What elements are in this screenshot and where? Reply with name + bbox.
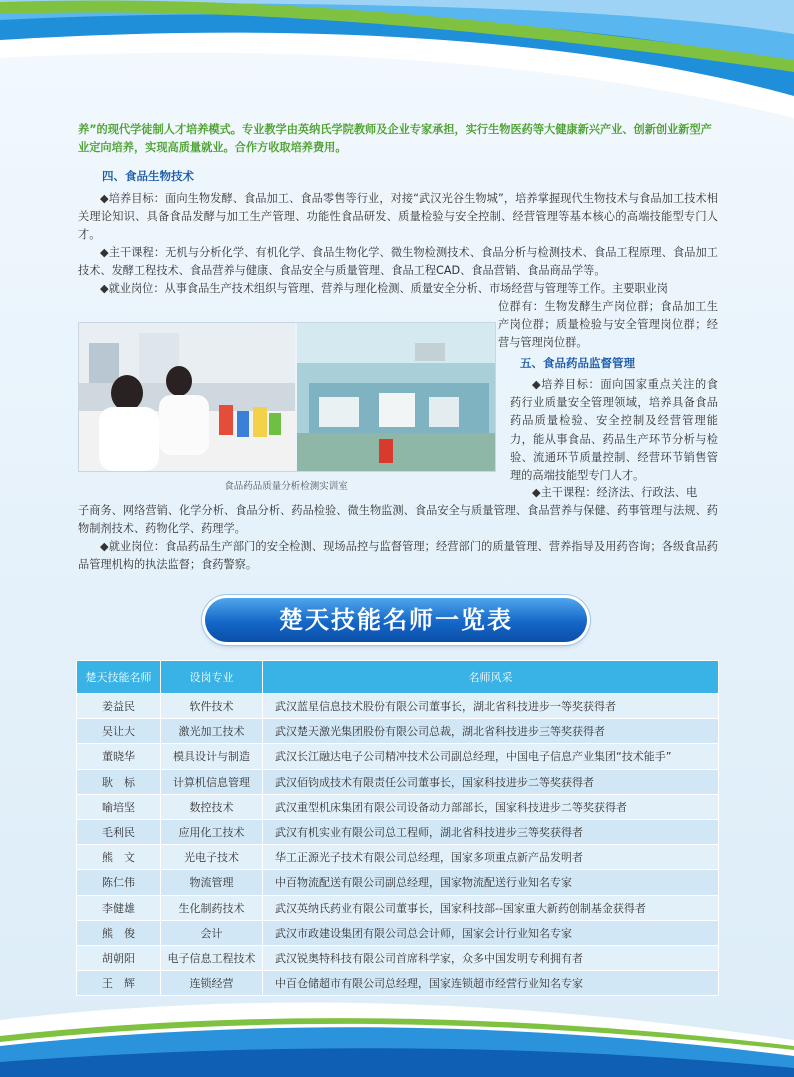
cell-master-name: 李健雄 bbox=[77, 895, 161, 920]
table-row bbox=[77, 744, 719, 769]
table-row bbox=[77, 769, 719, 794]
header-master: 楚天技能名师 bbox=[77, 661, 161, 694]
header-major: 设岗专业 bbox=[161, 661, 263, 694]
cell-major: 生化制药技术 bbox=[161, 895, 263, 920]
cell-master-name: 熊 文 bbox=[77, 845, 161, 870]
cell-profile: 华工正源光子技术有限公司总经理，国家多项重点新产品发明者 bbox=[263, 845, 719, 870]
table-row bbox=[77, 719, 719, 744]
header-profile: 名师风采 bbox=[263, 661, 719, 694]
cell-profile: 武汉佰钧成技术有限责任公司董事长，国家科技进步二等奖获得者 bbox=[263, 769, 719, 794]
table-header-row bbox=[77, 661, 719, 694]
cell-profile: 武汉楚天激光集团股份有限公司总裁，湖北省科技进步三等奖获得者 bbox=[263, 719, 719, 744]
cell-profile: 武汉市政建设集团有限公司总会计师，国家会计行业知名专家 bbox=[263, 920, 719, 945]
cell-master-name: 熊 俊 bbox=[77, 920, 161, 945]
cell-master-name: 耿 标 bbox=[77, 769, 161, 794]
cell-master-name: 胡朝阳 bbox=[77, 945, 161, 970]
lab-photo bbox=[78, 322, 496, 472]
section-4-goal: ◆培养目标：面向生物发酵、食品加工、食品零售等行业，对接“武汉光谷生物城”，培养掌握现代生物技术与食品加工技术相关理论知识、具备食品发酵与加工生产管理、功能性食品研发、质量检验与安全控制、经营管理等基本核心的高端技能型专门人才。 bbox=[78, 192, 718, 242]
table-row bbox=[77, 694, 719, 719]
cell-profile: 武汉长江融达电子公司精冲技术公司副总经理，中国电子信息产业集团“技术能手” bbox=[263, 744, 719, 769]
photo-caption: 食品药品质量分析检测实训室 bbox=[224, 481, 348, 492]
table-row bbox=[77, 971, 719, 996]
table-row bbox=[77, 870, 719, 895]
table-row bbox=[77, 920, 719, 945]
table-row bbox=[77, 895, 719, 920]
masters-table bbox=[76, 660, 719, 996]
masters-banner bbox=[205, 598, 587, 642]
intro-paragraph: 养”的现代学徒制人才培养模式。专业教学由英纳氏学院教师及企业专家承担，实行生物医药等大健康新兴产业、创新创业新型产业定向培养，实现高质量就业。合作方收取培养费用。 bbox=[78, 123, 712, 154]
cell-profile: 中百物流配送有限公司副总经理，国家物流配送行业知名专家 bbox=[263, 870, 719, 895]
cell-major: 光电子技术 bbox=[161, 845, 263, 870]
cell-major: 物流管理 bbox=[161, 870, 263, 895]
cell-master-name: 王 辉 bbox=[77, 971, 161, 996]
section-4-jobs-line1: ◆就业岗位：从事食品生产技术组织与管理、营养与理化检测、质量安全分析、市场经营与管理等工作。主要职业岗 bbox=[100, 282, 668, 295]
cell-major: 软件技术 bbox=[161, 694, 263, 719]
cell-major: 会计 bbox=[161, 920, 263, 945]
cell-major: 计算机信息管理 bbox=[161, 769, 263, 794]
cell-profile: 武汉蓝星信息技术股份有限公司董事长，湖北省科技进步一等奖获得者 bbox=[263, 694, 719, 719]
cell-profile: 武汉锐奥特科技有限公司首席科学家，众多中国发明专利拥有者 bbox=[263, 945, 719, 970]
cell-major: 数控技术 bbox=[161, 794, 263, 819]
section-5-title: 五、食品药品监督管理 bbox=[520, 356, 635, 370]
section-4-courses: ◆主干课程：无机与分析化学、有机化学、食品生物化学、微生物检测技术、食品分析与检测技术、食品工程原理、食品加工技术、发酵工程技术、食品营养与健康、食品安全与质量管理、食品工程CAD、食品营销、食品商品学等。 bbox=[78, 246, 718, 278]
table-row bbox=[77, 819, 719, 844]
cell-profile: 武汉英纳氏药业有限公司董事长，国家科技部--国家重大新药创制基金获得者 bbox=[263, 895, 719, 920]
cell-master-name: 陈仁伟 bbox=[77, 870, 161, 895]
section-5-goal: ◆培养目标：面向国家重点关注的食药行业质量安全管理领域，培养具备食品药品质量检验、安全控制及经营管理能力，能从事食品、药品生产环节分析与检验、流通环节质量控制、经营环节销售管理的高端技能型专门人才。 bbox=[510, 378, 718, 483]
banner-title: 楚天技能名师一览表 bbox=[279, 606, 513, 634]
cell-profile: 武汉重型机床集团有限公司设备动力部部长，国家科技进步二等奖获得者 bbox=[263, 794, 719, 819]
cell-major: 激光加工技术 bbox=[161, 719, 263, 744]
table-body bbox=[77, 694, 719, 996]
section-5-jobs: ◆就业岗位：食品药品生产部门的安全检测、现场品控与监督管理；经营部门的质量管理、营养指导及用药咨询；各级食品药品管理机构的执法监督；食药警察。 bbox=[78, 540, 718, 572]
cell-major: 电子信息工程技术 bbox=[161, 945, 263, 970]
section-4-jobs-rest: 位群有：生物发酵生产岗位群；食品加工生产岗位群；质量检验与安全管理岗位群；经营与管理岗位群。 bbox=[498, 300, 718, 350]
cell-master-name: 姜益民 bbox=[77, 694, 161, 719]
table-row bbox=[77, 794, 719, 819]
cell-major: 模具设计与制造 bbox=[161, 744, 263, 769]
section-5-courses-rest: 子商务、网络营销、化学分析、食品分析、药品检验、微生物监测、食品安全与质量管理、食品营养与保健、药事管理与法规、药物制剂技术、药物化学、药理学。 bbox=[78, 504, 718, 536]
cell-profile: 武汉有机实业有限公司总工程师，湖北省科技进步三等奖获得者 bbox=[263, 819, 719, 844]
cell-major: 连锁经营 bbox=[161, 971, 263, 996]
cell-master-name: 吴让大 bbox=[77, 719, 161, 744]
section-5-courses-line1: ◆主干课程：经济法、行政法、电 bbox=[532, 486, 698, 499]
cell-profile: 中百仓储超市有限公司总经理，国家连锁超市经营行业知名专家 bbox=[263, 971, 719, 996]
table-row bbox=[77, 845, 719, 870]
cell-master-name: 董晓华 bbox=[77, 744, 161, 769]
cell-master-name: 毛利民 bbox=[77, 819, 161, 844]
cell-master-name: 喻培坚 bbox=[77, 794, 161, 819]
section-4-title: 四、食品生物技术 bbox=[102, 169, 194, 183]
table-row bbox=[77, 945, 719, 970]
cell-major: 应用化工技术 bbox=[161, 819, 263, 844]
